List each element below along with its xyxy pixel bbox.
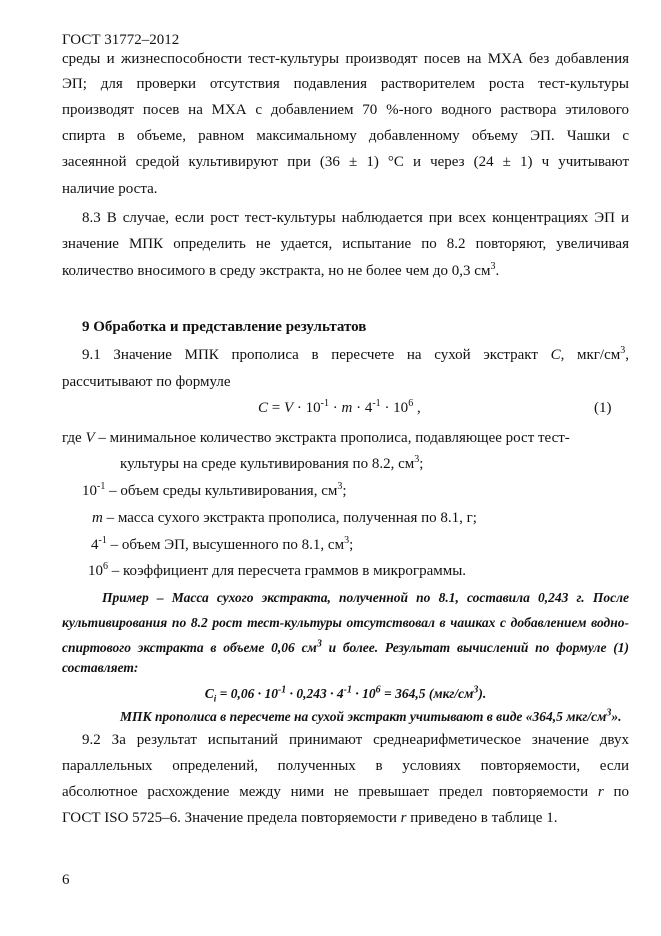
superscript: -1: [97, 481, 106, 492]
text-fragment: , мкг/см: [560, 347, 621, 363]
superscript: 3: [316, 638, 322, 650]
text-line: наличие роста.: [62, 181, 158, 197]
superscript: 3: [337, 481, 343, 492]
example-conclusion: [120, 708, 621, 726]
page-number: 6: [62, 872, 70, 888]
text-line: [62, 809, 557, 827]
superscript: 3: [606, 707, 612, 719]
formula-1: [258, 400, 421, 417]
formula-part: ,: [413, 400, 421, 416]
text-fragment: ;: [419, 456, 424, 472]
calc-part: ).: [478, 686, 487, 701]
text-fragment: 4: [91, 537, 99, 553]
superscript: 3: [414, 454, 420, 465]
where-line: [88, 562, 466, 580]
text-fragment: по: [603, 784, 629, 800]
formula-part: · 10: [380, 400, 409, 416]
clause-8-3-line: 8.3 В случае, если рост тест-культуры наблюдается при всех концентрациях ЭП и: [82, 210, 629, 226]
formula-part: =: [268, 400, 284, 416]
text-fragment: – минимальное количество экстракта прополиса, подавляющее рост тест-: [94, 430, 570, 446]
superscript: 3: [490, 261, 496, 272]
text-fragment: абсолютное расхождение между ними не превышает предел повторяемости: [62, 784, 598, 800]
example-calculation: [62, 685, 629, 708]
calc-exponent: -1: [277, 684, 287, 696]
formula-var-m: m: [341, 400, 353, 416]
text-fragment: – масса сухого экстракта прополиса, полученная по 8.1, г;: [102, 510, 477, 526]
formula-var-v: V: [283, 400, 294, 416]
text-fragment: ».: [611, 709, 622, 724]
text-fragment: 10: [88, 563, 103, 579]
section-heading: 9 Обработка и представление результатов: [82, 319, 367, 335]
calc-subscript: i: [213, 693, 217, 704]
where-line: [91, 536, 353, 554]
formula-number: (1): [594, 400, 612, 416]
formula-exponent: 6: [408, 398, 414, 409]
superscript: 3: [620, 345, 626, 356]
formula-exponent: -1: [320, 398, 329, 409]
text-line: [62, 262, 499, 280]
example-line: культивирования по 8.2 рост тест-культуры отсутствовал в чашках с добавлением водно-: [62, 615, 629, 630]
clause-9-1-line: [82, 346, 629, 364]
text-fragment: 10: [82, 483, 97, 499]
example-line: [62, 639, 629, 657]
calc-exponent: 3: [473, 684, 479, 696]
example-line: составляет:: [62, 660, 139, 675]
text-line: засеянной средой культивируют при (36 ± 1) °С и через (24 ± 1) ч учитывают: [62, 154, 629, 170]
text-fragment: МПК прополиса в пересчете на сухой экстракт учитывают в виде «364,5 мкг/см: [120, 709, 607, 724]
text-fragment: – объем среды культивирования, см: [105, 483, 338, 499]
formula-part: · 10: [293, 400, 321, 416]
text-line: производят посев на МХА с добавлением 70 %-ного водного раствора этилового: [62, 102, 629, 118]
text-fragment: .: [495, 263, 500, 279]
text-line: значение МПК определить не удается, испытание по 8.2 повторяют, увеличивая: [62, 236, 629, 252]
calc-exponent: -1: [343, 684, 353, 696]
where-line: [120, 455, 423, 473]
variable-c: С: [550, 347, 561, 363]
calc-part: = 364,5 (мкг/см: [380, 686, 474, 701]
text-fragment: – объем ЭП, высушенного по 8.1, см: [106, 537, 345, 553]
text-fragment: спиртового экстракта в объеме 0,06 см: [62, 640, 317, 655]
clause-9-2-line: 9.2 За результат испытаний принимают среднеарифметическое значение двух: [82, 732, 629, 748]
text-fragment: 9.1 Значение МПК прополиса в пересчете на сухой экстракт: [82, 347, 551, 363]
calc-part: · 10: [352, 686, 376, 701]
text-fragment: ;: [349, 537, 354, 553]
text-fragment: культуры на среде культивирования по 8.2, см: [120, 456, 415, 472]
superscript: 3: [344, 535, 350, 546]
calc-lhs: C: [204, 686, 214, 701]
text-line: рассчитывают по формуле: [62, 374, 231, 390]
text-line: [62, 783, 629, 801]
text-fragment: ,: [625, 347, 629, 363]
where-line: [82, 482, 347, 500]
text-fragment: ГОСТ ISO 5725–6. Значение предела повторяемости: [62, 810, 401, 826]
formula-exponent: -1: [372, 398, 381, 409]
where-line: [62, 429, 570, 447]
text-fragment: ;: [342, 483, 347, 499]
text-fragment: и более. Результат вычислений по формуле (1): [321, 640, 629, 655]
text-fragment: – коэффициент для пересчета граммов в микрограммы.: [108, 563, 467, 579]
where-line: [92, 509, 477, 527]
variable-r: r: [400, 810, 407, 826]
text-line: параллельных определений, полученных в условиях повторяемости, если: [62, 758, 629, 774]
superscript: 6: [103, 561, 108, 572]
calc-part: · 0,243 · 4: [286, 686, 344, 701]
calc-exponent: 6: [375, 684, 381, 696]
calc-part: = 0,06 · 10: [216, 686, 278, 701]
variable-r: r: [597, 784, 604, 800]
document-code: ГОСТ 31772–2012: [62, 32, 180, 48]
formula-part: ·: [329, 400, 342, 416]
text-fragment: приведено в таблице 1.: [406, 810, 558, 826]
text-fragment: где: [62, 430, 86, 446]
superscript: -1: [98, 535, 107, 546]
variable-v: V: [85, 430, 95, 446]
formula-part: · 4: [352, 400, 373, 416]
text-line: среды и жизнеспособности тест-культуры производят посев на МХА без добавления: [62, 51, 629, 67]
example-line: Пример – Масса сухого экстракта, полученной по 8.1, составила 0,243 г. После: [102, 590, 629, 605]
text-line: ЭП; для проверки отсутствия подавления растворителем роста тест-культуры: [62, 76, 629, 92]
text-fragment: количество вносимого в среду экстракта, но не более чем до 0,3 см: [62, 263, 491, 279]
formula-lhs: С: [258, 400, 269, 416]
text-line: спирта в объеме, равном максимальному добавленному объему ЭП. Чашки с: [62, 128, 629, 144]
variable-m: m: [92, 510, 103, 526]
